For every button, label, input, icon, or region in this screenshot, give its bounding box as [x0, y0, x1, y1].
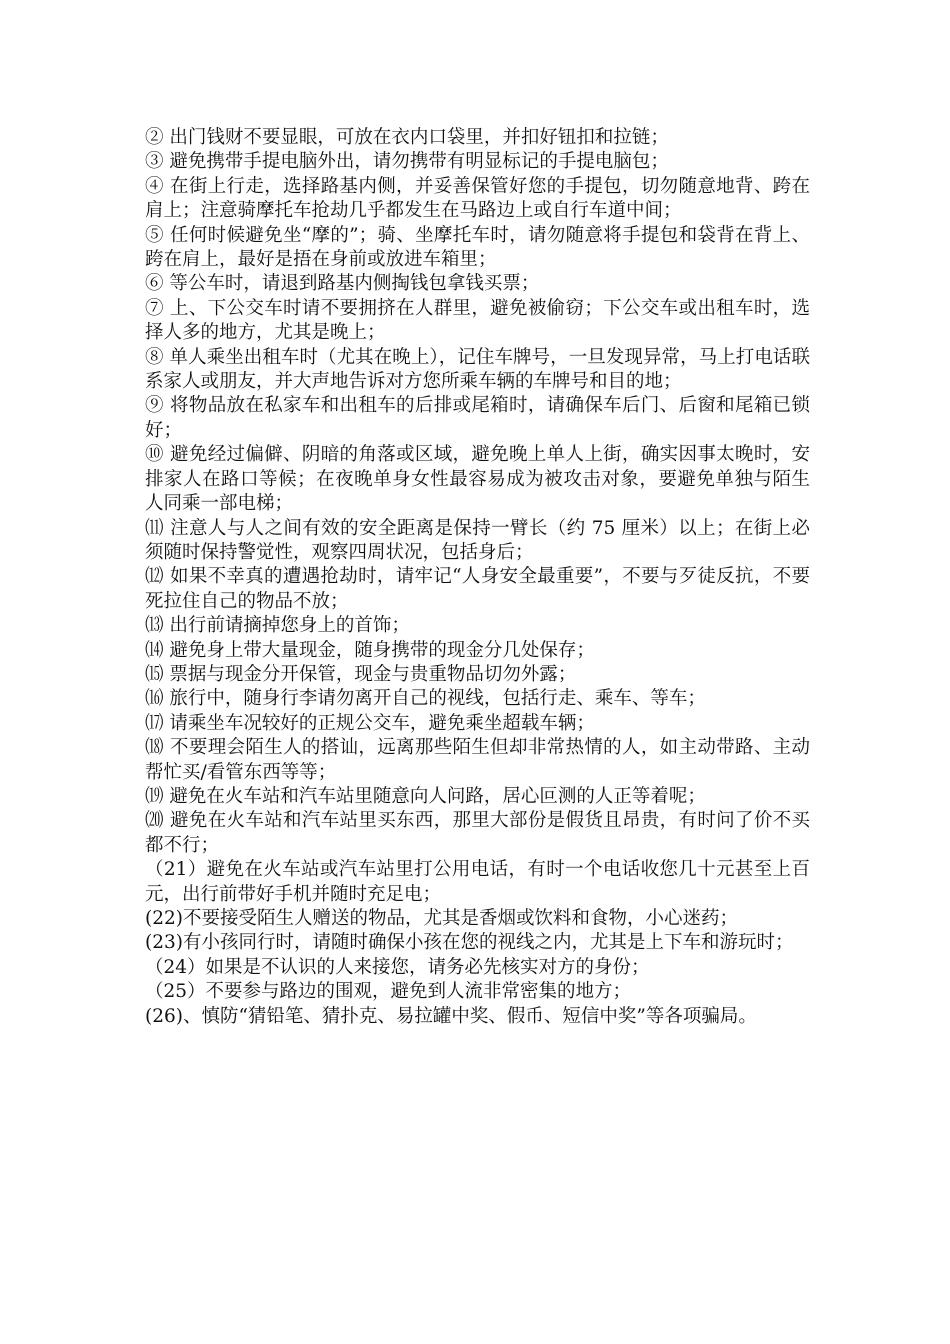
list-item: ⒃ 旅行中，随身行李请勿离开自己的视线，包括行走、乘车、等车；	[145, 688, 706, 710]
list-item: ⑾ 注意人与人之间有效的安全距离是保持一臂长（约 75 厘米）以上；在街上必须随时保持警觉性，观察四周状况，包括身后；	[145, 517, 810, 563]
list-item: ⒁ 避免身上带大量现金，随身携带的现金分几处保存；	[145, 639, 595, 661]
list-item: (23)有小孩同行时，请随时确保小孩在您的视线之内，尤其是上下车和游玩时；	[145, 932, 794, 954]
list-item: ⒆ 避免在火车站和汽车站里随意向人问路，居心叵测的人正等着呢；	[145, 785, 706, 807]
list-item: （25）不要参与路边的围观，避免到人流非常密集的地方；	[145, 981, 632, 1003]
list-item: ⒇ 避免在火车站和汽车站里买东西，那里大部份是假货且昂贵，有时问了价不买都不行；	[145, 810, 810, 856]
list-item: (26)、慎防“猜铅笔、猜扑克、易拉罐中奖、假币、短信中奖”等各项骗局。	[145, 1005, 757, 1027]
list-item: （24）如果是不认识的人来接您，请务必先核实对方的身份；	[145, 956, 650, 978]
list-item: ⒀ 出行前请摘掉您身上的首饰；	[145, 615, 410, 637]
list-item: ⑥ 等公车时，请退到路基内侧掏钱包拿钱买票；	[145, 273, 540, 295]
list-item: ⑤ 任何时候避免坐“摩的”；骑、坐摩托车时，请勿随意将手提包和袋背在背上、跨在肩上，最好是捂在身前或放进车箱里；	[145, 224, 810, 271]
list-item: ⑧ 单人乘坐出租车时（尤其在晚上），记住车牌号，一旦发现异常，马上打电话联系家人或朋友，并大声地告诉对方您所乘车辆的车牌号和目的地；	[145, 346, 810, 393]
list-item: ④ 在街上行走，选择路基内侧，并妥善保管好您的手提包，切勿随意地背、跨在肩上；注意骑摩托车抢劫几乎都发生在马路边上或自行车道中间；	[145, 175, 810, 222]
list-item: ③ 避免携带手提电脑外出，请勿携带有明显标记的手提电脑包；	[145, 151, 669, 173]
list-item: (22)不要接受陌生人赠送的物品，尤其是香烟或饮料和食物，小心迷药；	[145, 908, 738, 929]
list-item: ⑦ 上、下公交车时请不要拥挤在人群里，避免被偷窃；下公交车或出租车时，选择人多的地方，尤其是晚上；	[145, 297, 810, 344]
list-item: ⒅ 不要理会陌生人的搭讪，远离那些陌生但却非常热情的人，如主动带路、主动帮忙买/看管东西等等；	[145, 737, 810, 783]
list-item: （21）避免在火车站或汽车站里打公用电话，有时一个电话收您几十元甚至上百元，出行前带好手机并随时充足电；	[145, 859, 810, 905]
list-item: ⑨ 将物品放在私家车和出租车的后排或尾箱时，请确保车后门、后窗和尾箱已锁好；	[145, 395, 810, 441]
list-item: ⒂ 票据与现金分开保管，现金与贵重物品切勿外露；	[145, 663, 577, 685]
list-item: ② 出门钱财不要显眼，可放在衣内口袋里，并扣好钮扣和拉链；	[145, 127, 669, 148]
list-item: ⒄ 请乘坐车况较好的正规公交车，避免乘坐超载车辆；	[145, 712, 595, 734]
list-item: ⑩ 避免经过偏僻、阴暗的角落或区域，避免晚上单人上街，确实因事太晚时，安排家人在路口等候；在夜晚单身女性最容易成为被攻击对象，要避免单独与陌生人同乘一部电梯；	[145, 444, 810, 515]
list-item: ⑿ 如果不幸真的遭遇抢劫时，请牢记“人身安全最重要”，不要与歹徒反抗，不要死拉住自己的物品不放；	[145, 566, 810, 612]
safety-tips-list	[145, 126, 810, 1029]
